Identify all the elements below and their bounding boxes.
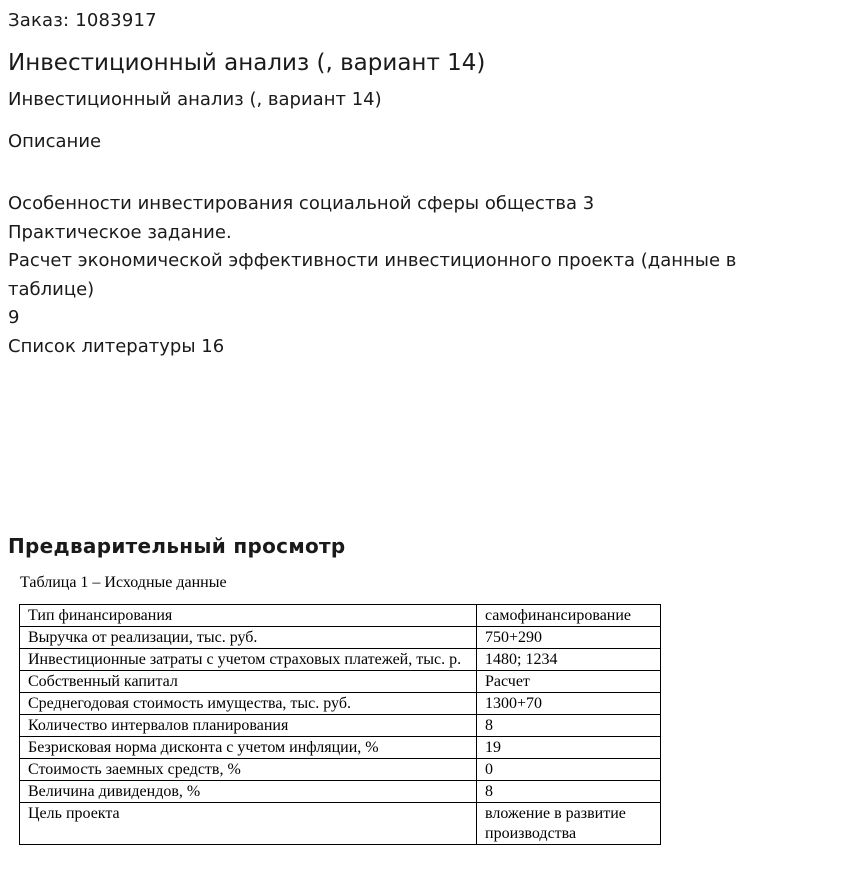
table-row — [20, 759, 661, 781]
table-cell-value: 8 — [477, 781, 661, 803]
table-row — [20, 649, 661, 671]
table-row — [20, 737, 661, 759]
description-line: Особенности инвестирования социальной сферы общества 3 — [8, 193, 595, 214]
table-row — [20, 671, 661, 693]
table-cell-value: 750+290 — [477, 627, 661, 649]
order-number: Заказ: 1083917 — [8, 10, 157, 31]
table-cell-label: Стоимость заемных средств, % — [20, 759, 477, 781]
table-cell-value: 8 — [477, 715, 661, 737]
table-row — [20, 781, 661, 803]
table-cell-value: 1300+70 — [477, 693, 661, 715]
table-cell-label: Среднегодовая стоимость имущества, тыс. руб. — [20, 693, 477, 715]
table-cell-value: 1480; 1234 — [477, 649, 661, 671]
table-row — [20, 715, 661, 737]
page-title: Инвестиционный анализ (, вариант 14) — [8, 50, 486, 76]
table-row — [20, 693, 661, 715]
table-cell-label: Безрисковая норма дисконта с учетом инфляции, % — [20, 737, 477, 759]
table-cell-label: Выручка от реализации, тыс. руб. — [20, 627, 477, 649]
table-cell-label: Тип финансирования — [20, 605, 477, 627]
table-cell-label: Цель проекта — [20, 803, 477, 845]
table-row — [20, 803, 661, 845]
table-cell-value: вложение в развитие производства — [477, 803, 661, 845]
description-heading: Описание — [8, 131, 102, 152]
table-caption: Таблица 1 – Исходные данные — [20, 574, 227, 591]
description-line: Практическое задание. — [8, 221, 232, 243]
table-cell-value: Расчет — [477, 671, 661, 693]
table-row — [20, 627, 661, 649]
description-line: 9 — [8, 307, 20, 329]
description-line: Расчет экономической эффективности инвестиционного проекта (данные в таблице) — [8, 250, 737, 300]
table-cell-value: 0 — [477, 759, 661, 781]
page-subtitle: Инвестиционный анализ (, вариант 14) — [8, 89, 382, 110]
table-cell-label: Количество интервалов планирования — [20, 715, 477, 737]
source-data-table — [19, 604, 661, 845]
table-cell-label: Собственный капитал — [20, 671, 477, 693]
description-line: Список литературы 16 — [8, 335, 225, 357]
description-body — [8, 190, 808, 362]
table-cell-value: самофинансирование — [477, 605, 661, 627]
table-row — [20, 605, 661, 627]
table-cell-value: 19 — [477, 737, 661, 759]
table-cell-label: Величина дивидендов, % — [20, 781, 477, 803]
preview-heading: Предварительный просмотр — [8, 534, 346, 558]
table-cell-label: Инвестиционные затраты с учетом страховых платежей, тыс. р. — [20, 649, 477, 671]
